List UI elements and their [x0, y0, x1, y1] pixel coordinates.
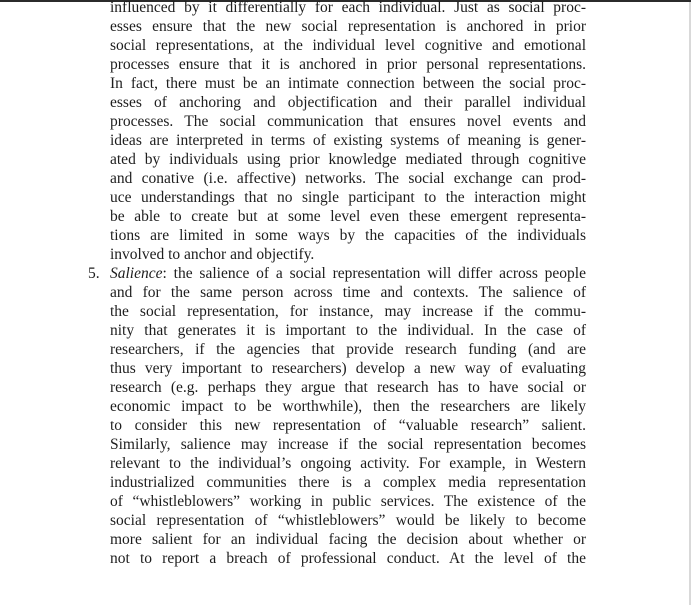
text-line: influenced by it differentially for each individual. Just as social proc-	[110, 0, 586, 16]
text-line: the social representation, for instance, may increase if the commu-	[110, 303, 586, 320]
text-line: processes. The social communication that ensures novel events and	[110, 113, 586, 130]
text-line: be able to create but at some level even these emergent representa-	[110, 208, 586, 225]
text-line: ideas are interpreted in terms of existing systems of meaning is gener-	[110, 132, 586, 149]
text-line: not to report a breach of professional conduct. At the level of the	[110, 550, 586, 567]
text-line: uce understandings that no single participant to the interaction might	[110, 189, 586, 206]
text-line: esses of anchoring and objectification and their parallel individual	[110, 94, 586, 111]
text-line: Similarly, salience may increase if the social representation becomes	[110, 436, 586, 453]
item-5-first-line	[110, 264, 586, 283]
text-line: In fact, there must be an intimate connection between the social proc-	[110, 75, 586, 92]
text-line: economic impact to be worthwhile), then the researchers are likely	[110, 398, 586, 415]
text-line: involved to anchor and objectify.	[110, 246, 315, 263]
text-line: researchers, if the agencies that provide research funding (and are	[110, 341, 586, 358]
item-5-term: Salience	[110, 265, 163, 282]
text-line: and conative (i.e. affective) networks. The social exchange can prod-	[110, 170, 586, 187]
text-line: industrialized communities there is a complex media representation	[110, 474, 586, 491]
item-5-number: 5.	[88, 265, 100, 282]
text-line: processes ensure that it is anchored in prior personal representations.	[110, 56, 586, 73]
text-line: ated by individuals using prior knowledge mediated through cognitive	[110, 151, 586, 168]
text-line: of “whistleblowers” working in public services. The existence of the	[110, 493, 586, 510]
text-line: more salient for an individual facing the decision about whether or	[110, 531, 586, 548]
text-line: thus very important to researchers) develop a new way of evaluating	[110, 360, 586, 377]
continuation-paragraph	[110, 2, 586, 568]
item-5-first-line-text: : the salience of a social representation will differ across people	[162, 265, 586, 282]
text-line: relevant to the individual’s ongoing activity. For example, in Western	[110, 455, 586, 472]
text-line: to consider this new representation of “valuable research” salient.	[110, 417, 586, 434]
text-line: tions are limited in some ways by the capacities of the individuals	[110, 227, 586, 244]
text-line: social representation of “whistleblowers” would be likely to become	[110, 512, 586, 529]
text-line: and for the same person across time and contexts. The salience of	[110, 284, 586, 301]
text-line: nity that generates it is important to the individual. In the case of	[110, 322, 586, 339]
text-line: social representations, at the individual level cognitive and emotional	[110, 37, 586, 54]
text-line: esses ensure that the new social representation is anchored in prior	[110, 18, 586, 35]
text-line: research (e.g. perhaps they argue that research has to have social or	[110, 379, 586, 396]
